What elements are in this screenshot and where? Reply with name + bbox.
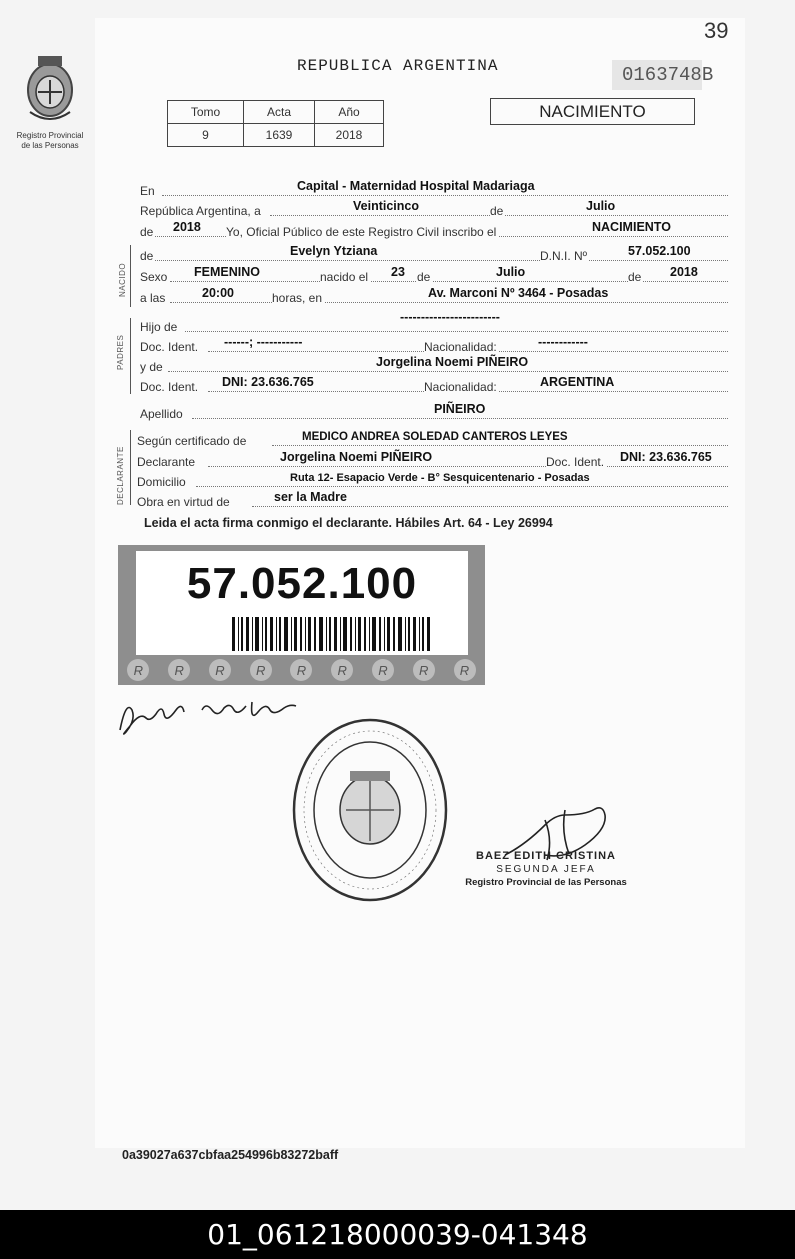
official-seal-icon xyxy=(290,715,450,905)
label-republica: República Argentina, a xyxy=(140,204,261,218)
value-nombre: Evelyn Ytziana xyxy=(290,244,378,258)
section-label-padres: PADRES xyxy=(116,334,125,370)
label-nacionalidad2: Nacionalidad: xyxy=(424,380,497,394)
line-y-de xyxy=(140,354,728,374)
label-segun: Según certificado de xyxy=(137,434,247,448)
line-en xyxy=(140,178,728,198)
official-block xyxy=(456,850,636,888)
label-hijo-de: Hijo de xyxy=(140,320,178,334)
label-obra: Obra en virtud de xyxy=(137,495,230,509)
acta-value-acta: 1639 xyxy=(244,124,315,147)
registry-logo xyxy=(14,52,86,151)
value-dia-nac: 23 xyxy=(391,265,405,279)
acta-header-acta: Acta xyxy=(244,101,315,124)
value-hora: 20:00 xyxy=(202,286,234,300)
label-dni: D.N.I. Nº xyxy=(540,249,588,263)
value-domicilio: Ruta 12- Esapacio Verde - B° Sesquicentenario - Posadas xyxy=(290,472,590,484)
sticker-r-mark: R xyxy=(168,659,190,681)
line-republica xyxy=(140,198,728,218)
label-nacido-de: de xyxy=(140,249,154,263)
sticker-r-mark: R xyxy=(454,659,476,681)
logo-caption-line2: de las Personas xyxy=(21,141,79,150)
section-label-declarante: DECLARANTE xyxy=(116,446,125,505)
value-mes: Julio xyxy=(586,199,616,213)
barcode-icon xyxy=(232,617,432,651)
value-sexo: FEMENINO xyxy=(194,265,260,279)
section-bar-declarante xyxy=(130,430,131,505)
acta-value-tomo: 9 xyxy=(168,124,244,147)
line-obra xyxy=(137,489,728,509)
logo-caption-line1: Registro Provincial xyxy=(16,131,84,140)
label-nacionalidad: Nacionalidad: xyxy=(424,340,497,354)
header-title: REPUBLICA ARGENTINA xyxy=(297,57,499,75)
label-a-las: a las xyxy=(140,291,166,305)
dni-sticker xyxy=(118,545,485,685)
logo-caption xyxy=(14,131,86,151)
official-role: SEGUNDA JEFA xyxy=(496,864,596,875)
footer-id-bar xyxy=(0,1210,795,1259)
label-doc-ident: Doc. Ident. xyxy=(140,340,199,354)
value-dia-letras: Veinticinco xyxy=(353,199,419,213)
sticker-r-mark: R xyxy=(290,659,312,681)
line-segun xyxy=(137,428,728,448)
value-anio: 2018 xyxy=(173,220,201,234)
section-bar-nacido xyxy=(130,245,131,307)
label-doc-ident3: Doc. Ident. xyxy=(546,455,605,469)
value-declarante-doc: DNI: 23.636.765 xyxy=(620,450,712,464)
value-direccion: Av. Marconi Nº 3464 - Posadas xyxy=(428,286,609,300)
line-declarante xyxy=(137,449,728,469)
value-padre-doc: ------; ----------- xyxy=(224,335,303,349)
label-sexo: Sexo xyxy=(140,270,168,284)
closing-statement: Leida el acta firma conmigo el declarante. Hábiles Art. 64 - Ley 26994 xyxy=(144,516,553,530)
label-de2: de xyxy=(140,225,154,239)
label-domicilio: Domicilio xyxy=(137,475,186,489)
sticker-r-mark: R xyxy=(209,659,231,681)
label-nacido-el: nacido el xyxy=(320,270,369,284)
coat-of-arms-icon xyxy=(20,52,80,124)
value-madre: Jorgelina Noemi PIÑEIRO xyxy=(376,355,529,369)
value-padre-nacionalidad: ------------ xyxy=(538,335,588,349)
value-tipo: NACIMIENTO xyxy=(592,220,671,234)
value-apellido: PIÑEIRO xyxy=(434,402,486,416)
label-en: En xyxy=(140,184,155,198)
value-certificado: MEDICO ANDREA SOLEDAD CANTEROS LEYES xyxy=(302,431,568,443)
label-y-de: y de xyxy=(140,360,163,374)
sticker-pattern xyxy=(118,657,485,683)
sticker-r-mark: R xyxy=(127,659,149,681)
value-dni: 57.052.100 xyxy=(628,244,691,258)
label-de: de xyxy=(490,204,504,218)
value-anio-nac: 2018 xyxy=(670,265,698,279)
value-padre: ------------------------ xyxy=(400,310,500,324)
section-bar-padres xyxy=(130,318,131,394)
value-declarante: Jorgelina Noemi PIÑEIRO xyxy=(280,450,433,464)
declarant-signature-icon xyxy=(112,690,302,740)
line-sexo xyxy=(140,264,728,284)
acta-header-tomo: Tomo xyxy=(168,101,244,124)
value-madre-nacionalidad: ARGENTINA xyxy=(540,375,615,389)
sticker-r-mark: R xyxy=(413,659,435,681)
serial-number-stamp: 0163748B xyxy=(612,60,702,90)
official-name: BAEZ EDITH CRISTINA xyxy=(476,850,616,862)
label-apellido: Apellido xyxy=(140,407,183,421)
line-madre-doc xyxy=(140,374,728,394)
official-office: Registro Provincial de las Personas xyxy=(465,877,627,888)
value-lugar: Capital - Maternidad Hospital Madariaga xyxy=(297,179,535,193)
line-nombre xyxy=(140,243,728,263)
label-yo-oficial: Yo, Oficial Público de este Registro Civil inscribo el xyxy=(226,225,497,239)
acta-value-anio: 2018 xyxy=(315,124,384,147)
sticker-r-mark: R xyxy=(250,659,272,681)
label-de3: de xyxy=(417,270,431,284)
line-hijo-de xyxy=(140,310,728,334)
page-number: 39 xyxy=(704,18,729,43)
sticker-r-mark: R xyxy=(372,659,394,681)
line-apellido xyxy=(140,401,728,421)
label-horas-en: horas, en xyxy=(272,291,323,305)
document-hash: 0a39027a637cbfaa254996b83272baff xyxy=(122,1148,339,1162)
sticker-dni-number: 57.052.100 xyxy=(186,559,418,608)
value-obra: ser la Madre xyxy=(274,490,347,504)
acta-header-anio: Año xyxy=(315,101,384,124)
sticker-r-mark: R xyxy=(331,659,353,681)
value-mes-nac: Julio xyxy=(496,265,526,279)
line-anio xyxy=(140,219,728,239)
label-declarante: Declarante xyxy=(137,455,196,469)
document-type-box: NACIMIENTO xyxy=(490,98,695,125)
label-doc-ident2: Doc. Ident. xyxy=(140,380,199,394)
line-domicilio xyxy=(137,469,728,489)
acta-table xyxy=(167,100,384,147)
line-padre-doc xyxy=(140,334,728,354)
line-hora xyxy=(140,285,728,305)
sticker-label xyxy=(136,551,468,655)
value-madre-doc: DNI: 23.636.765 xyxy=(222,375,314,389)
section-label-nacido: NACIDO xyxy=(118,262,127,297)
footer-id: 01_061218000039-041348 xyxy=(207,1218,588,1251)
label-de4: de xyxy=(628,270,642,284)
